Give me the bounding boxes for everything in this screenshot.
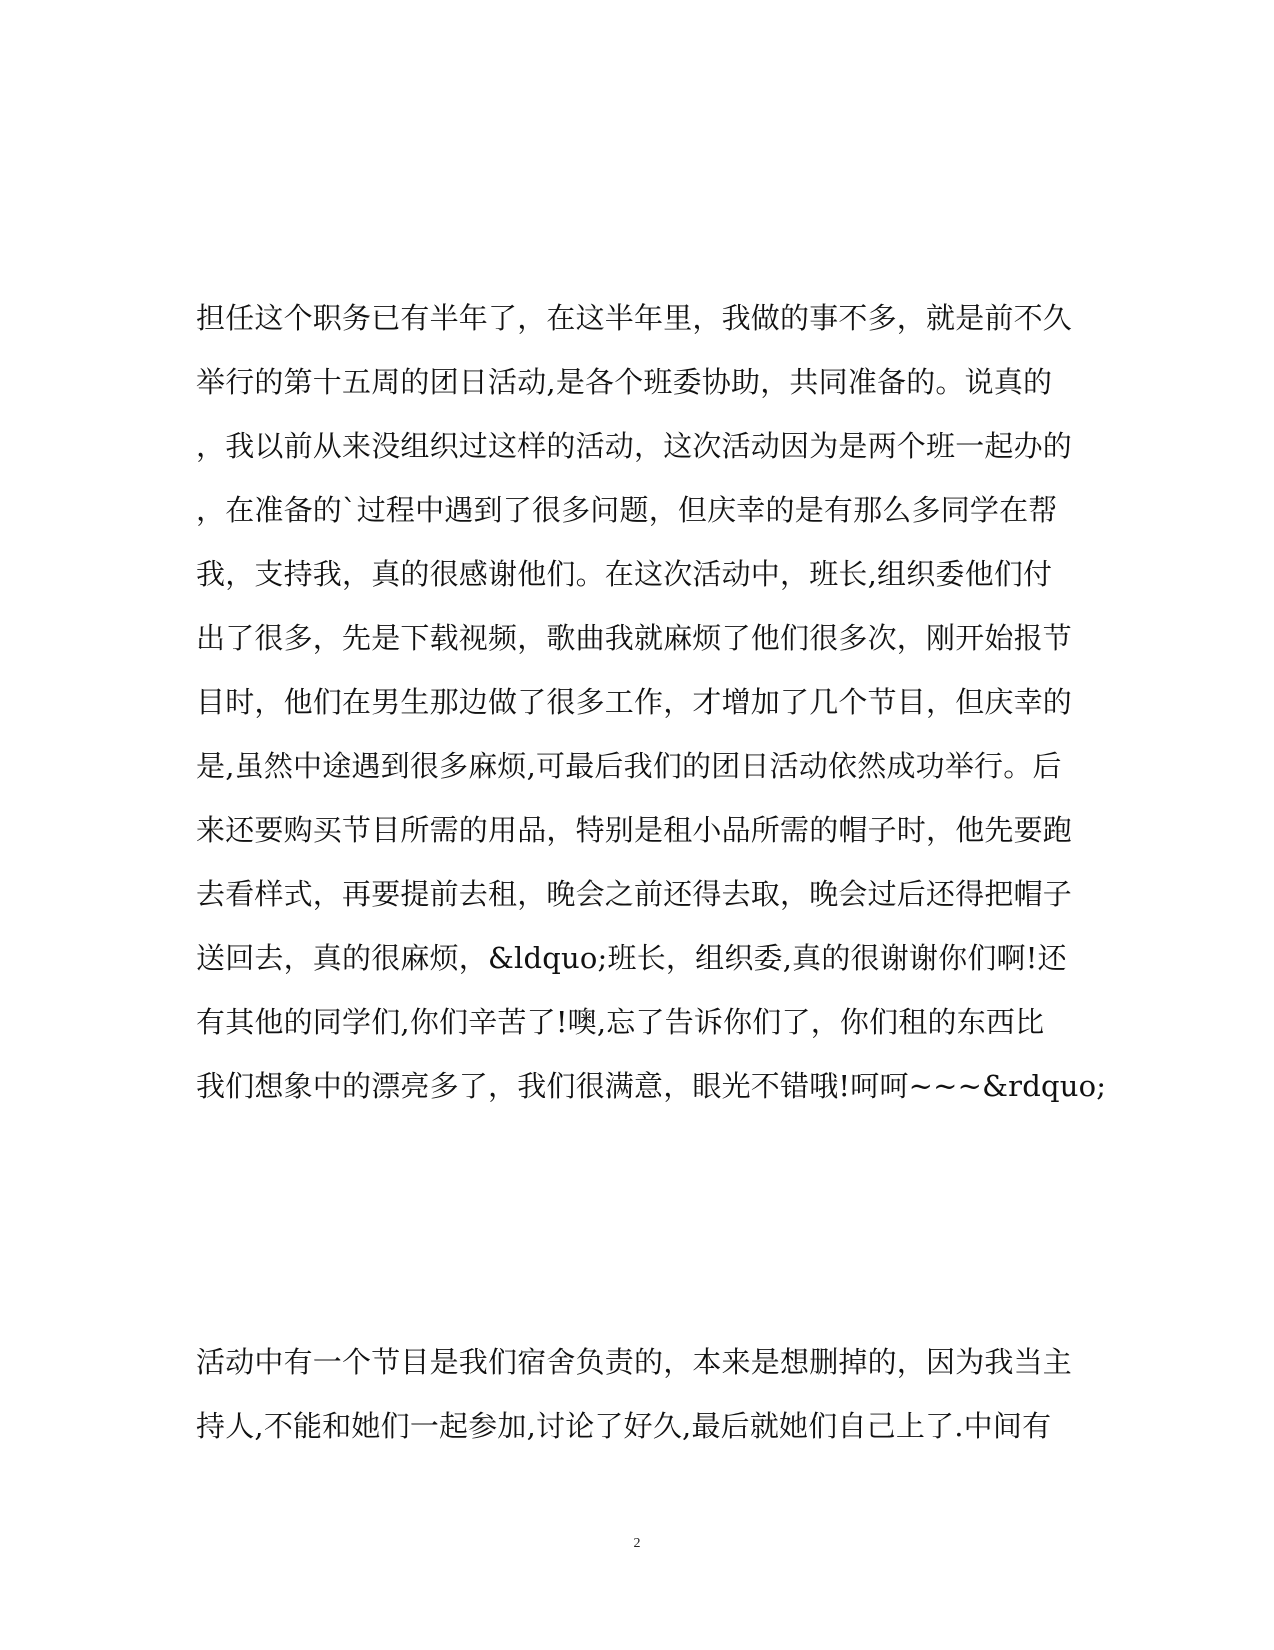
text-line: 出了很多，先是下载视频，歌曲我就麻烦了他们很多次，刚开始报节 — [196, 621, 1073, 655]
text-line: 持人,不能和她们一起参加,讨论了好久,最后就她们自己上了.中间有 — [196, 1409, 1052, 1443]
page-number: 2 — [633, 1536, 641, 1551]
text-line: 举行的第十五周的团日活动,是各个班委协助，共同准备的。说真的 — [196, 365, 1053, 399]
text-line: 我们想象中的漂亮多了，我们很满意，眼光不错哦!呵呵~~~&rdquo; — [196, 1069, 1107, 1103]
text-line: 活动中有一个节目是我们宿舍负责的，本来是想删掉的，因为我当主 — [196, 1345, 1073, 1379]
text-line: 送回去，真的很麻烦，&ldquo;班长，组织委,真的很谢谢你们啊!还 — [196, 941, 1067, 975]
text-line: 来还要购买节目所需的用品，特别是租小品所需的帽子时，他先要跑 — [196, 813, 1073, 847]
paragraph-1 — [196, 286, 1107, 1118]
text-line: 是,虽然中途遇到很多麻烦,可最后我们的团日活动依然成功举行。后 — [196, 749, 1062, 783]
text-line: 去看样式，再要提前去租，晚会之前还得去取，晚会过后还得把帽子 — [196, 877, 1073, 911]
paragraph-2 — [196, 1330, 1096, 1458]
text-line: ，我以前从来没组织过这样的活动，这次活动因为是两个班一起办的 — [196, 429, 1073, 463]
text-line: 有其他的同学们,你们辛苦了!噢,忘了告诉你们了，你们租的东西比 — [196, 1005, 1045, 1039]
text-line: 目时，他们在男生那边做了很多工作，才增加了几个节目，但庆幸的 — [196, 685, 1073, 719]
text-line: ，在准备的`过程中遇到了很多问题，但庆幸的是有那么多同学在帮 — [196, 493, 1058, 527]
text-line: 我，支持我，真的很感谢他们。在这次活动中，班长,组织委他们付 — [196, 557, 1053, 591]
text-line: 担任这个职务已有半年了，在这半年里，我做的事不多，就是前不久 — [196, 301, 1073, 335]
